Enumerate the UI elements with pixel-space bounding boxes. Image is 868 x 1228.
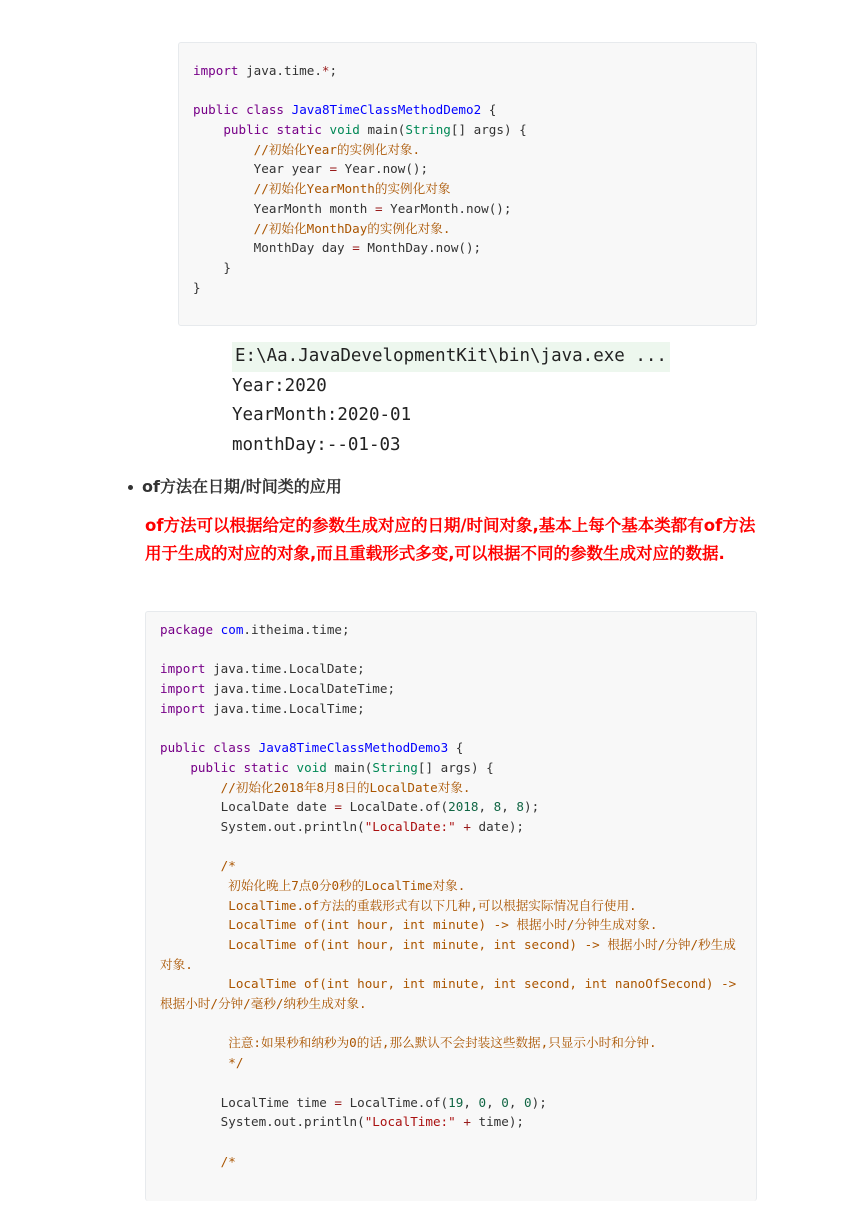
code-line [160, 679, 736, 699]
code-line [160, 994, 736, 1014]
code-token: public [190, 759, 236, 775]
code-token [206, 740, 214, 755]
code-token: Year.now(); [337, 161, 429, 177]
code-token: java.time.LocalDateTime; [205, 681, 396, 697]
code-line [160, 620, 736, 640]
code-line [160, 915, 736, 935]
code-token: LocalTime of(int hour, int minute, int second) -> 根据小时/分钟/秒生成 [160, 937, 736, 952]
code-token: import [160, 681, 206, 697]
code-token: , [463, 1094, 479, 1110]
code-token: .itheima.time; [243, 622, 350, 637]
code-line [160, 837, 736, 857]
code-line [160, 974, 736, 994]
code-line [160, 659, 736, 679]
code-token: //初始化2018年8月8日的LocalDate对象. [220, 779, 471, 795]
code-line [160, 876, 736, 896]
code-block-2 [145, 611, 757, 1201]
code-token [193, 221, 254, 236]
bullet-item [128, 474, 342, 497]
code-token: public [193, 102, 239, 118]
code-token: MonthDay day [193, 240, 353, 256]
code-token: ; [329, 63, 338, 78]
code-token: = [374, 200, 383, 216]
code-token: * [321, 63, 330, 78]
code-token: public [160, 740, 206, 756]
code-line [160, 1093, 736, 1113]
code-token: , [508, 1094, 525, 1110]
code-line [160, 640, 736, 660]
code-token: + [463, 818, 471, 834]
code-token [160, 858, 221, 873]
code-token: 0 [478, 1094, 487, 1110]
code-token: "LocalDate:" [364, 818, 456, 834]
code-line [193, 278, 527, 298]
code-line [193, 120, 527, 140]
code-line [160, 955, 736, 975]
code-token: System.out.println( [160, 1114, 365, 1130]
code-token: date); [470, 818, 524, 834]
code-line [193, 179, 527, 199]
console-line: monthDay:--01-03 [232, 434, 401, 455]
bullet-dot-icon [128, 485, 133, 490]
code-token: 初始化晚上7点0分0秒的LocalTime对象. [160, 877, 466, 893]
code-token: + [463, 1114, 471, 1130]
code-token: class [246, 102, 285, 118]
code-line [160, 758, 736, 778]
code-token: LocalTime of(int hour, int minute) -> 根据小时/分钟生成对象. [160, 917, 658, 933]
code-line [160, 1053, 736, 1073]
code-token: [] args) { [450, 122, 527, 138]
code-line [193, 258, 527, 278]
code-token: class [213, 740, 252, 756]
console-line: E:\Aa.JavaDevelopmentKit\bin\java.exe ... [232, 342, 670, 372]
code-token: 注意:如果秒和纳秒为0的话,那么默认不会封装这些数据,只显示小时和分钟. [160, 1035, 657, 1051]
code-token: String [405, 122, 451, 138]
code-token: static [243, 759, 289, 775]
code-token: java.time.LocalDate; [205, 661, 365, 677]
code-token: String [372, 759, 418, 775]
code-token: 对象. [160, 956, 193, 972]
code-token: [] args) { [417, 759, 494, 775]
code-token: //初始化YearMonth的实例化对象 [253, 181, 451, 197]
code-block-1-code [193, 61, 527, 297]
code-line [160, 1152, 736, 1172]
code-token: { [481, 102, 497, 118]
code-line [160, 1033, 736, 1053]
code-token: Java8TimeClassMethodDemo2 [291, 102, 482, 118]
code-token: = [352, 240, 360, 256]
code-token: main( [359, 122, 406, 138]
code-token: } [193, 259, 231, 275]
console-line: Year:2020 [232, 375, 327, 396]
code-line [160, 1132, 736, 1152]
code-line [160, 797, 736, 817]
code-token: java.time. [238, 63, 322, 78]
code-token [239, 102, 247, 117]
code-token [322, 122, 330, 137]
code-token: import [160, 661, 206, 677]
code-token: void [329, 122, 360, 138]
code-line [193, 159, 527, 179]
code-token: 0 [501, 1094, 509, 1110]
code-token: Java8TimeClassMethodDemo3 [258, 740, 449, 756]
code-token: LocalDate date [160, 799, 335, 815]
code-token: LocalTime of(int hour, int minute, int second, int nanoOfSecond) -> [160, 976, 737, 992]
code-token: package [160, 622, 214, 637]
code-token: 8 [493, 799, 502, 815]
code-block-2-code [160, 620, 736, 1171]
code-token: 2018 [448, 799, 479, 815]
code-token: //初始化MonthDay的实例化对象. [253, 220, 451, 236]
code-token: 19 [448, 1094, 464, 1110]
code-token [193, 122, 223, 137]
code-token: , [501, 799, 517, 815]
code-token: Year year [193, 161, 330, 177]
code-token: 根据小时/分钟/毫秒/纳秒生成对象. [160, 996, 367, 1012]
code-line [193, 81, 527, 101]
console-line: YearMonth:2020-01 [232, 405, 412, 426]
code-token: time); [470, 1114, 524, 1130]
code-token: /* [220, 858, 236, 874]
code-line [193, 199, 527, 219]
code-block-1 [178, 42, 757, 326]
code-line [160, 718, 736, 738]
code-token: ); [524, 799, 540, 815]
code-token: import [193, 63, 239, 78]
code-token [160, 780, 221, 795]
code-token: 8 [516, 799, 525, 815]
code-line [160, 699, 736, 719]
code-token: System.out.println( [160, 818, 365, 834]
code-line [160, 1014, 736, 1034]
code-token: } [193, 279, 201, 295]
code-token: LocalDate.of( [341, 799, 449, 815]
code-token: YearMonth.now(); [382, 200, 512, 216]
code-token: public [223, 122, 269, 138]
code-token: static [276, 122, 322, 138]
code-token: "LocalTime:" [364, 1114, 456, 1130]
code-line [160, 1112, 736, 1132]
console-output [232, 342, 670, 460]
code-token: LocalTime.of( [341, 1094, 449, 1110]
code-token: = [329, 161, 338, 177]
code-token [213, 622, 221, 637]
code-line [160, 935, 736, 955]
code-line [160, 856, 736, 876]
code-token [193, 181, 254, 196]
code-token: /* [220, 1153, 236, 1169]
code-token: LocalTime.of方法的重载形式有以下几种,可以根据实际情况自行使用. [160, 897, 637, 913]
code-token: main( [326, 759, 373, 775]
code-token: { [448, 740, 464, 756]
code-token: java.time.LocalTime; [205, 700, 365, 716]
code-token: , [478, 799, 494, 815]
highlight-note: of方法可以根据给定的参数生成对应的日期/时间对象,基本上每个基本类都有of方法用于生成的对应的对象,而且重载形式多变,可以根据不同的参数生成对应的数据. [145, 516, 756, 563]
code-token: 0 [524, 1094, 532, 1110]
code-token: LocalTime time [160, 1094, 335, 1110]
bullet-text: of方法在日期/时间类的应用 [142, 477, 342, 496]
code-token: YearMonth month [193, 200, 375, 216]
code-token: void [296, 759, 327, 775]
code-token: import [160, 700, 206, 716]
code-token [160, 760, 190, 775]
code-line [193, 100, 527, 120]
code-token: MonthDay.now(); [359, 240, 482, 256]
code-token: , [486, 1094, 502, 1110]
code-token: = [334, 799, 342, 815]
code-token: //初始化Year的实例化对象. [253, 141, 421, 157]
code-line [193, 219, 527, 239]
code-token [284, 102, 292, 117]
code-token: */ [160, 1055, 244, 1071]
code-line [160, 738, 736, 758]
code-token: = [334, 1094, 342, 1110]
code-line [160, 817, 736, 837]
code-line [160, 896, 736, 916]
code-token [289, 760, 297, 775]
code-token [160, 1154, 221, 1169]
code-line [193, 238, 527, 258]
code-line [160, 778, 736, 798]
code-token: com [220, 622, 244, 637]
code-token [193, 142, 254, 157]
code-line [193, 140, 527, 160]
code-line [160, 1073, 736, 1093]
code-token: ); [531, 1094, 547, 1110]
code-token [251, 740, 259, 755]
code-line [193, 61, 527, 81]
